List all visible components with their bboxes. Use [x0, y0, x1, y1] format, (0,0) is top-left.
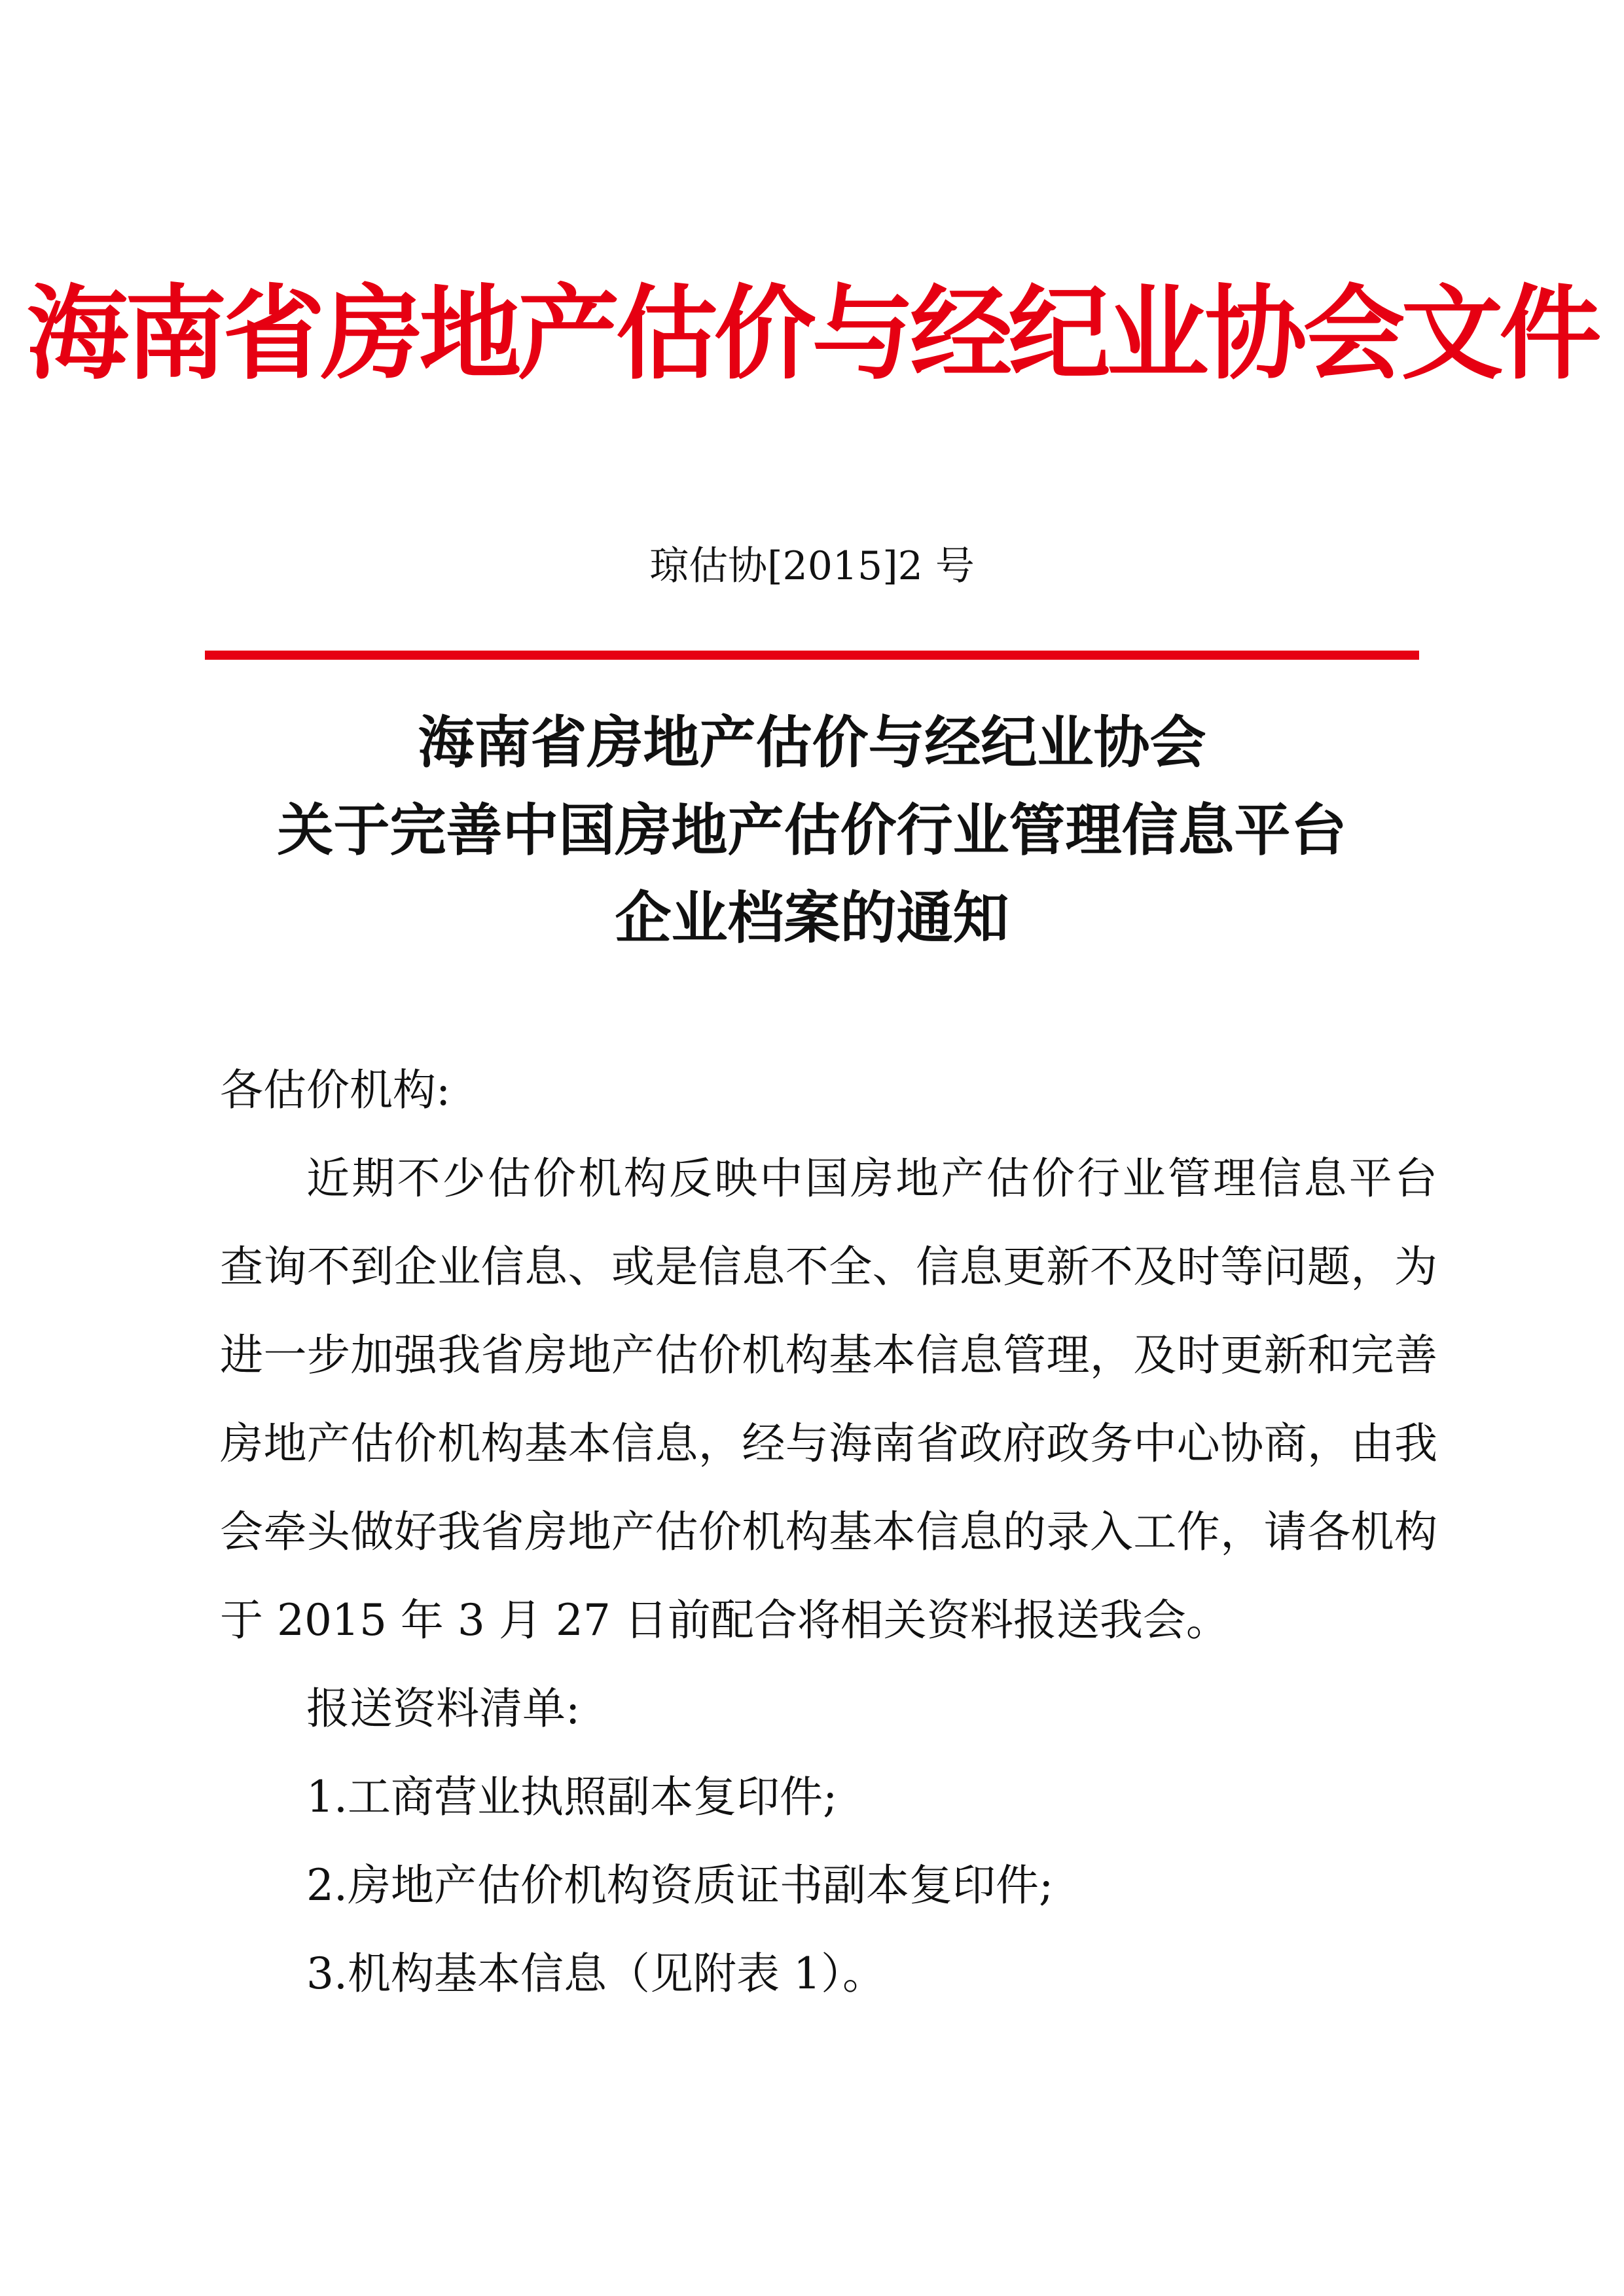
- list-item: 2.房地产估价机构资质证书副本复印件;: [306, 1860, 1054, 1910]
- notice-title: [0, 699, 1624, 962]
- title-line: 关于完善中国房地产估价行业管理信息平台: [277, 797, 1347, 863]
- document-number: 琼估协[2015]2 号: [649, 543, 975, 589]
- title-line: 企业档案的通知: [615, 885, 1009, 951]
- paragraph-line: 会牵头做好我省房地产估价机构基本信息的录入工作，请各机构: [220, 1507, 1437, 1557]
- paragraph-line: 房地产估价机构基本信息，经与海南省政府政务中心协商，由我: [220, 1418, 1437, 1469]
- red-divider-line: [205, 651, 1419, 660]
- paragraph-line: 查询不到企业信息、或是信息不全、信息更新不及时等问题，为: [220, 1242, 1437, 1292]
- title-line: 海南省房地产估价与经纪业协会: [418, 709, 1206, 776]
- paragraph-line: 于 2015 年 3 月 27 日前配合将相关资料报送我会。: [220, 1595, 1229, 1645]
- paragraph-line: 近期不少估价机构反映中国房地产估价行业管理信息平台: [306, 1153, 1437, 1204]
- notice-body: [220, 1046, 1437, 2018]
- salutation: 各估价机构:: [220, 1065, 451, 1115]
- masthead-title: 海南省房地产估价与经纪业协会文件: [26, 274, 1598, 393]
- list-item: 1.工商营业执照副本复印件;: [306, 1772, 838, 1822]
- list-heading: 报送资料清单:: [306, 1683, 581, 1734]
- list-item: 3.机构基本信息（见附表 1）。: [306, 1948, 886, 1999]
- paragraph-line: 进一步加强我省房地产估价机构基本信息管理，及时更新和完善: [220, 1330, 1437, 1380]
